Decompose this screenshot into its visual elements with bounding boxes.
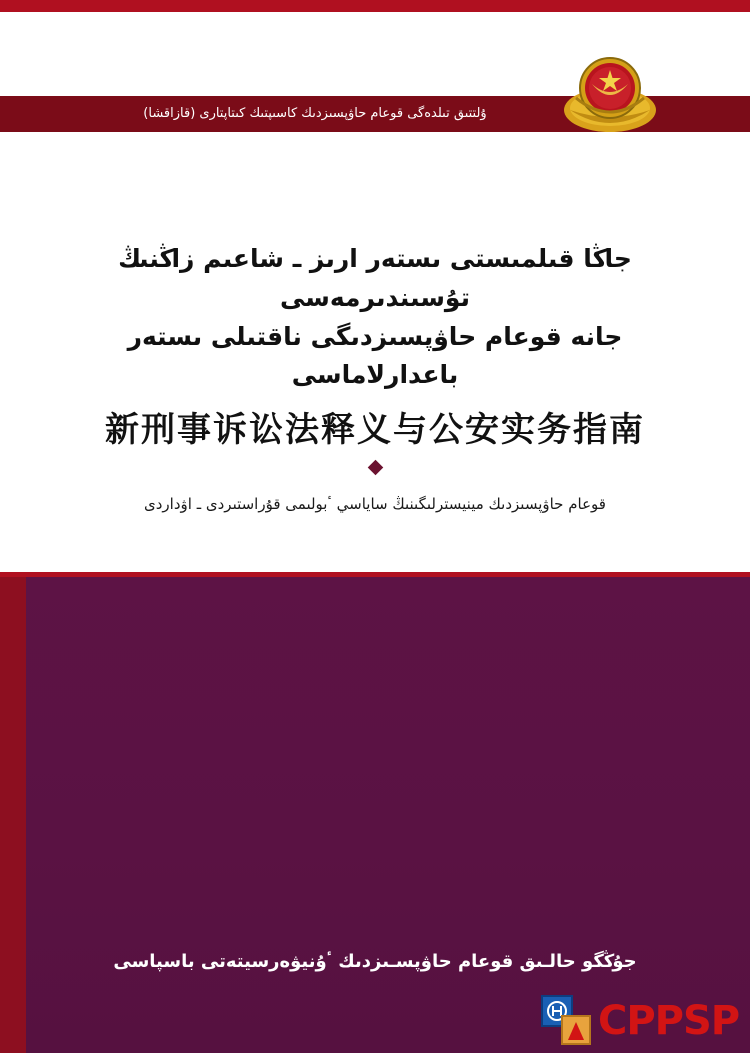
china-police-emblem-icon xyxy=(562,48,658,144)
publisher-logo-text: CPPSP xyxy=(598,998,740,1044)
cover-purple-block xyxy=(0,577,750,1053)
header-band-label: ۇلتتىق تىلدەگى قوعام حاۋپسىزدىك كاسىپتىك كىتاپتارى (قازاقشا) xyxy=(143,106,487,121)
kazakh-title-line-1: جاڭا قىلمىستى ىستەر ارىز ـ شاعىم زاڭنىڭ تۇسىندىرمەسى xyxy=(118,244,632,312)
kazakh-subtitle: قوعام حاۋپسىزدىك مينيسترلىگىنىڭ ساياسي ٴبولىمى قۇراستىردى ـ اۋداردى xyxy=(144,495,606,513)
publisher-name: جۇڭگو حالـىق قوعام حاۋپسـىزدىك ٴۇنيۋەرسيتەتى باسپاسى xyxy=(113,951,637,972)
chinese-title: 新刑事诉讼法释义与公安实务指南 xyxy=(105,410,645,450)
left-red-stripe xyxy=(0,577,26,1053)
kazakh-title xyxy=(60,240,690,395)
top-red-bar xyxy=(0,0,750,12)
publisher-logo xyxy=(540,994,740,1048)
kazakh-title-line-2: جانە قوعام حاۋپسىزدىگى ناقتىلى ىستەر باعدارلاماسى xyxy=(127,321,623,390)
cppsp-cube-logo-icon xyxy=(540,994,594,1048)
